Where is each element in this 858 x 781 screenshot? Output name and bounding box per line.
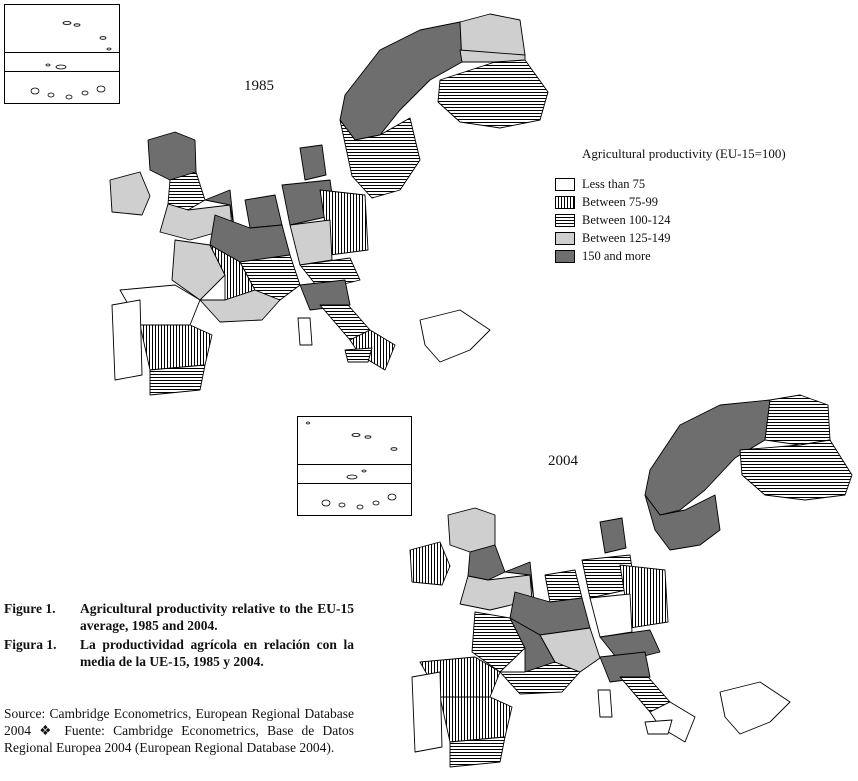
caption-english: [4, 600, 354, 634]
legend-title: Agricultural productivity (EU-15=100): [582, 146, 786, 161]
region-denmark: [600, 518, 626, 553]
caption-label: Figure 1.: [4, 601, 56, 616]
region-north-cap: [765, 395, 830, 445]
region-germany-south: [590, 594, 632, 637]
map-year-label: 2004: [548, 453, 578, 469]
legend-label: Between 100-124: [582, 213, 671, 227]
region-finland: [740, 440, 852, 500]
caption-label: Figura 1.: [4, 637, 57, 652]
caption-spanish: [4, 636, 354, 670]
legend-label: 150 and more: [582, 249, 651, 263]
region-scotland: [448, 508, 495, 552]
legend-label: Between 125-149: [582, 231, 671, 245]
region-portugal: [412, 672, 442, 752]
map-year-label: 1985: [244, 78, 274, 94]
region-ireland: [410, 542, 450, 585]
source-note: Source: Cambridge Econometrics, European Regional Database 2004 ❖ Fuente: Cambridge Econometrics, Base de Datos Regional Europea 2004 (European Regional Database 2004).: [4, 706, 354, 755]
caption-text: La productividad agrícola en relación con la media de la UE-15, 1985 y 2004.: [80, 637, 354, 669]
caption-text: Agricultural productivity relative to the EU-15 average, 1985 and 2004.: [80, 601, 354, 633]
figure-caption: [4, 600, 354, 670]
region-sardinia: [598, 690, 612, 717]
region-spain-center: [440, 697, 512, 742]
legend-label: Between 75-99: [582, 195, 659, 209]
region-greece: [720, 682, 790, 734]
region-benelux: [545, 570, 582, 602]
legend-label: Less than 75: [582, 177, 646, 191]
region-spain-south: [450, 737, 505, 767]
region-sicily: [645, 720, 672, 734]
